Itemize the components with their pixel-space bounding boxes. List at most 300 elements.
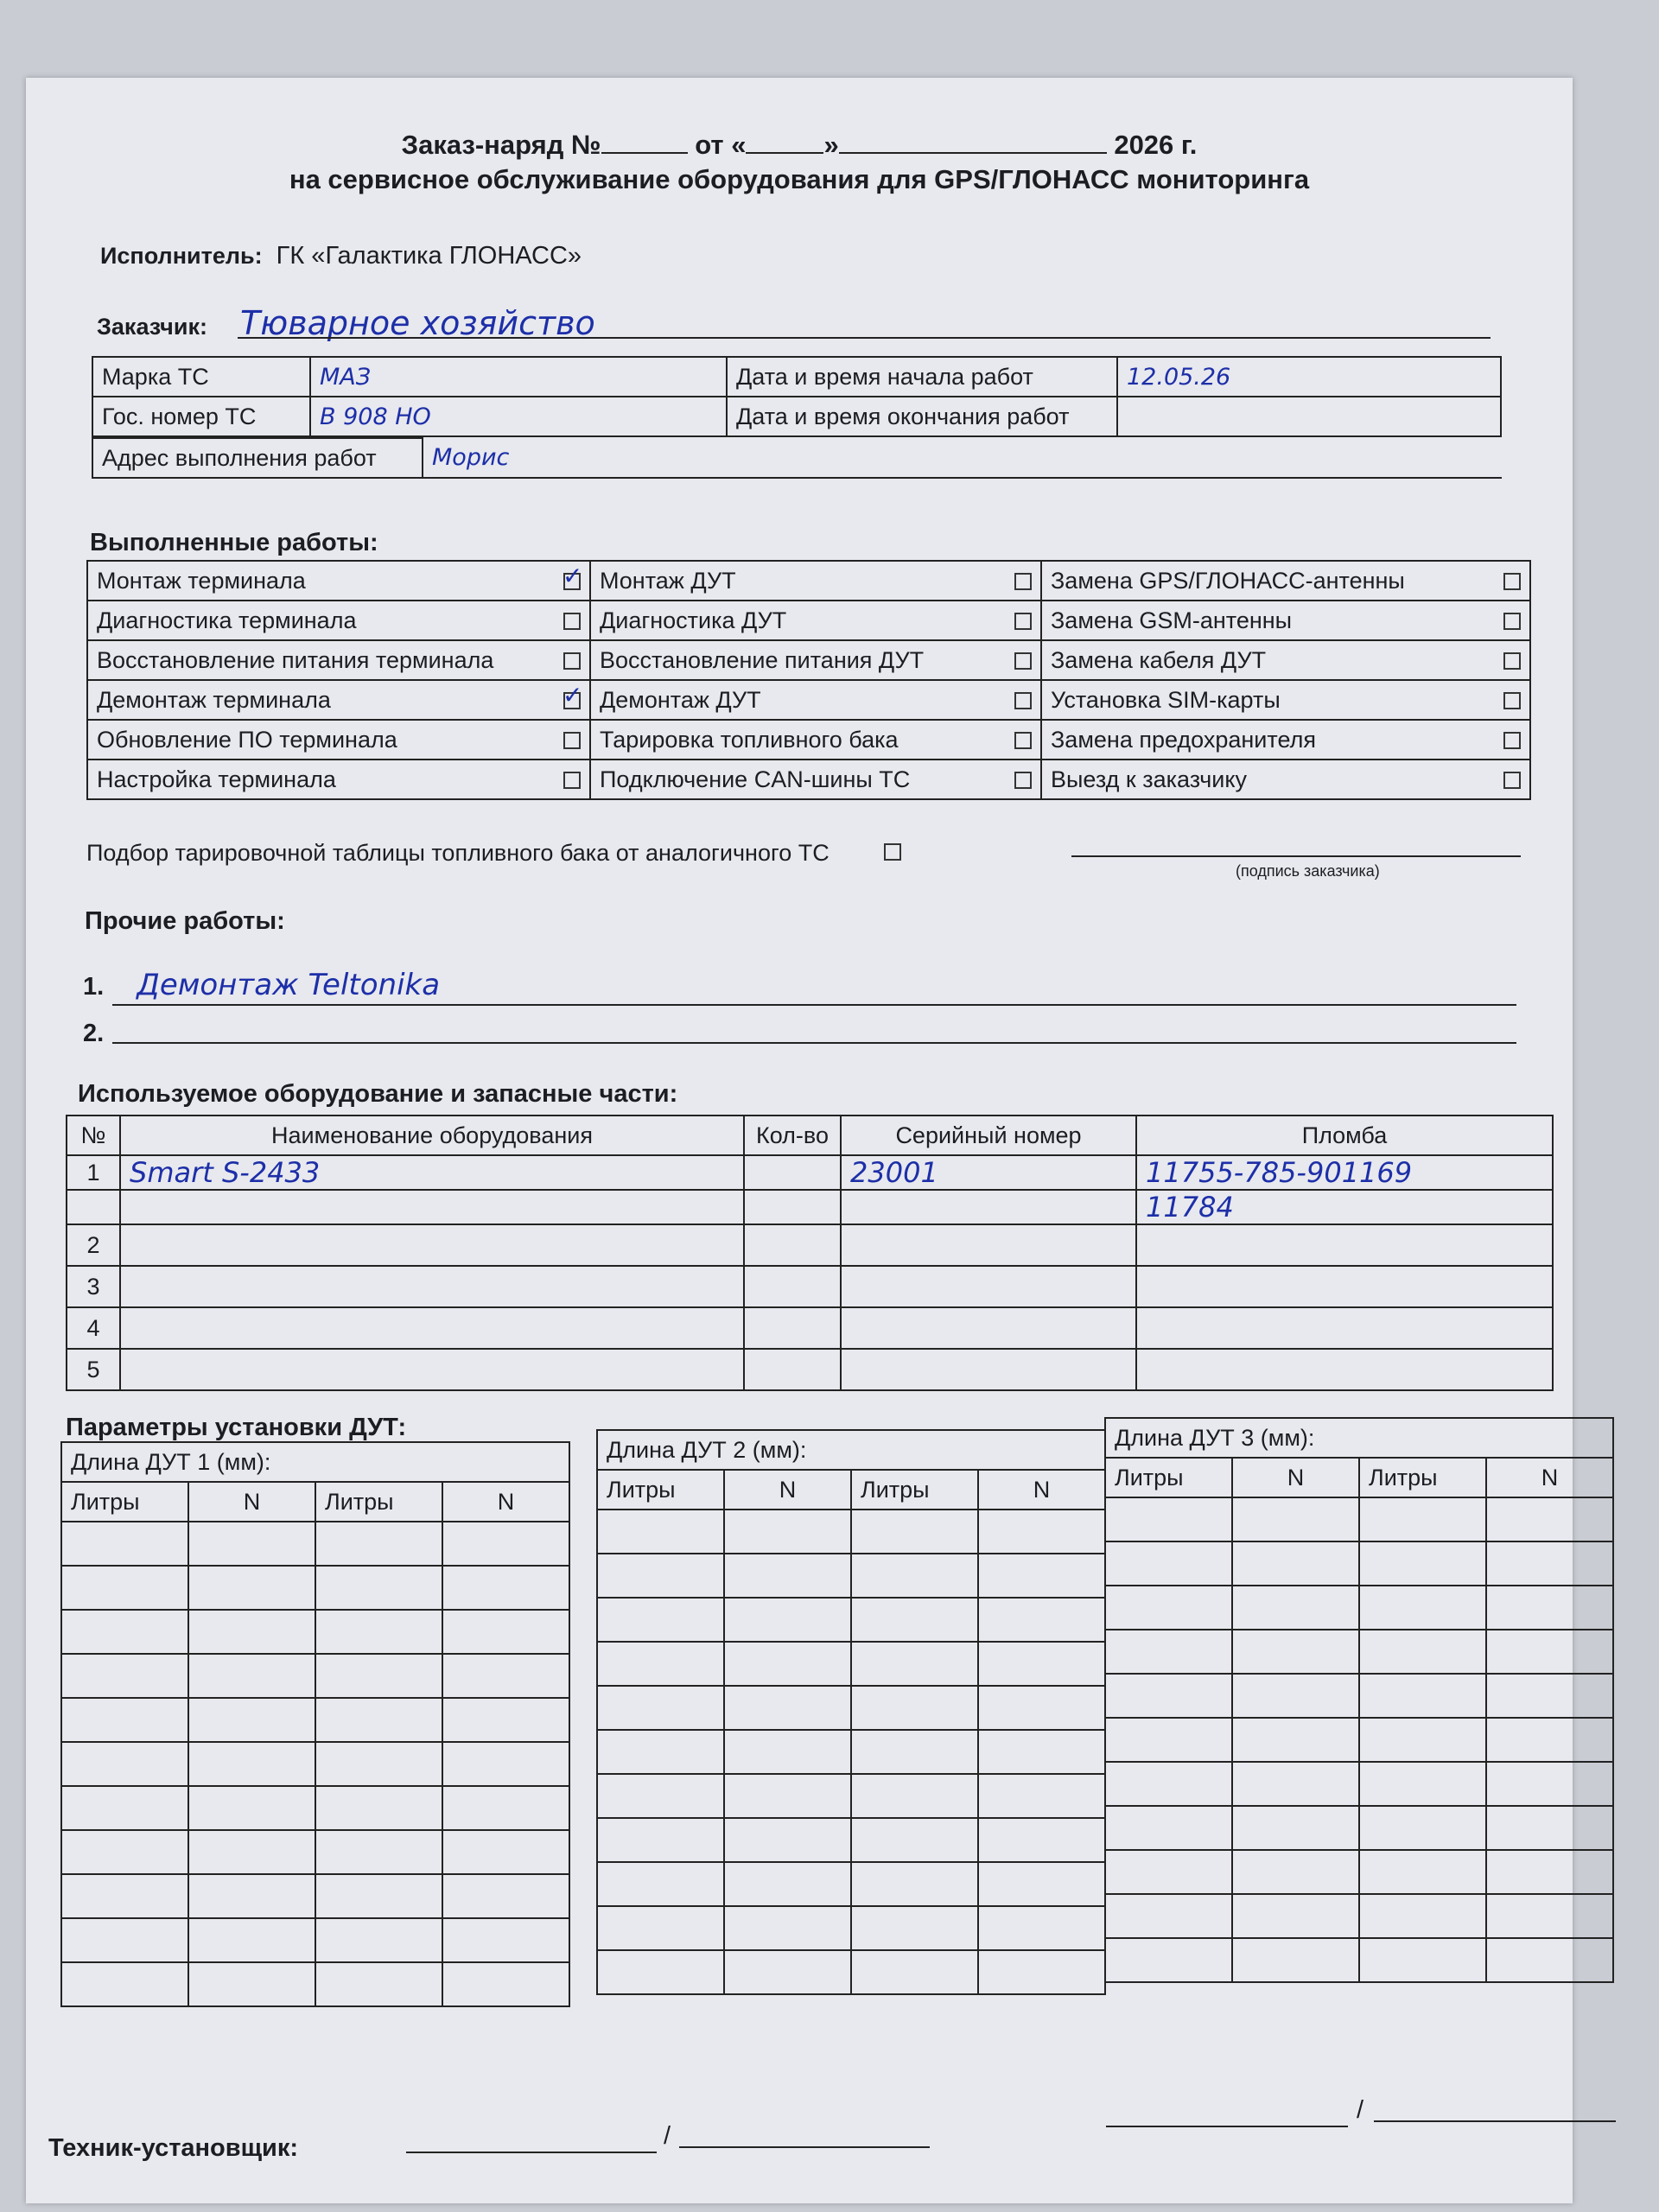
calibration-checkbox[interactable] <box>884 843 901 861</box>
dut-cell[interactable] <box>597 1554 724 1598</box>
dut-cell[interactable] <box>851 1642 978 1686</box>
work-item-checkbox[interactable] <box>563 772 581 789</box>
dut-cell[interactable] <box>1105 1894 1232 1938</box>
work-item-label: Установка SIM-карты <box>1051 686 1281 713</box>
dut-cell[interactable] <box>442 1742 569 1786</box>
work-item-checkbox[interactable] <box>1503 652 1521 670</box>
equipment-cell-name[interactable] <box>120 1266 744 1307</box>
work-item[interactable] <box>590 561 1041 601</box>
equipment-cell-serial[interactable] <box>841 1190 1136 1224</box>
dut-cell[interactable] <box>597 1774 724 1818</box>
dut-row <box>597 1730 1105 1774</box>
customer-value[interactable]: Тюварное хозяйство <box>240 304 595 342</box>
dut-col-header: Литры <box>1359 1458 1486 1497</box>
work-item-checkbox[interactable] <box>1503 772 1521 789</box>
dut-cell[interactable] <box>597 1510 724 1554</box>
dut-cell[interactable] <box>315 1610 442 1654</box>
work-item-checkbox[interactable] <box>563 732 581 749</box>
work-item[interactable] <box>1041 640 1530 680</box>
equipment-cell-qty[interactable] <box>744 1266 841 1307</box>
order-subtitle: на сервисное обслуживание оборудования для GPS/ГЛОНАСС мониторинга <box>289 164 1310 194</box>
dut-cell[interactable] <box>1232 1630 1359 1674</box>
order-day-blank[interactable] <box>746 126 823 154</box>
dut-cell[interactable] <box>978 1730 1105 1774</box>
dut-cell[interactable] <box>1232 1938 1359 1982</box>
dut-cell[interactable] <box>1232 1850 1359 1894</box>
dut-row <box>61 1918 569 1962</box>
works-row <box>87 561 1530 601</box>
dut-cell[interactable] <box>61 1522 188 1566</box>
check-mark-icon: ✓ <box>563 680 583 709</box>
dut-cell[interactable] <box>442 1874 569 1918</box>
equipment-table <box>66 1115 1554 1391</box>
equipment-cell-num <box>67 1190 120 1224</box>
other-work-1 <box>83 968 440 1002</box>
dut-cell[interactable] <box>315 1918 442 1962</box>
equipment-cell-qty[interactable] <box>744 1155 841 1190</box>
signature-caption: (подпись заказчика) <box>1236 862 1380 880</box>
start-value[interactable]: 12.05.26 <box>1117 357 1501 397</box>
dut-row <box>597 1642 1105 1686</box>
dut-cell[interactable] <box>61 1742 188 1786</box>
equipment-cell-seal[interactable] <box>1136 1307 1553 1349</box>
dut-cell[interactable] <box>61 1610 188 1654</box>
dut-cell[interactable] <box>1359 1762 1486 1806</box>
dut-cell[interactable] <box>315 1830 442 1874</box>
dut-cell[interactable] <box>978 1598 1105 1642</box>
work-item-label: Демонтаж терминала <box>97 686 331 713</box>
dut-cell[interactable] <box>1105 1938 1232 1982</box>
dut-title: Параметры установки ДУТ: <box>66 1414 407 1441</box>
customer-label: Заказчик: <box>97 314 207 340</box>
dut-cell[interactable] <box>597 1906 724 1950</box>
dut-row <box>61 1786 569 1830</box>
dut-cell[interactable] <box>315 1874 442 1918</box>
dut-cell[interactable] <box>724 1862 851 1906</box>
executor-row <box>100 242 582 270</box>
works-row <box>87 601 1530 640</box>
dut-cell[interactable] <box>1359 1674 1486 1718</box>
dut-row <box>1105 1674 1613 1718</box>
dut-cell[interactable] <box>315 1566 442 1610</box>
work-item-checkbox[interactable] <box>1503 613 1521 630</box>
equipment-cell-serial[interactable] <box>841 1307 1136 1349</box>
dut-col-header: N <box>442 1482 569 1522</box>
dut-cell[interactable] <box>978 1510 1105 1554</box>
work-item[interactable] <box>1041 680 1530 720</box>
dut-cell[interactable] <box>442 1786 569 1830</box>
dut-cell[interactable] <box>442 1654 569 1698</box>
equipment-cell-num: 5 <box>67 1349 120 1390</box>
order-year: 2026 г. <box>1114 130 1198 160</box>
equipment-cell-name[interactable] <box>120 1307 744 1349</box>
dut-cell[interactable] <box>597 1686 724 1730</box>
work-item[interactable] <box>590 680 1041 720</box>
dut-row <box>1105 1850 1613 1894</box>
other-work-1-value[interactable]: Демонтаж Teltonika <box>137 968 441 1002</box>
work-item[interactable] <box>590 601 1041 640</box>
dut-cell[interactable] <box>188 1522 315 1566</box>
dut-cell[interactable] <box>1359 1586 1486 1630</box>
dut-cell[interactable] <box>1232 1762 1359 1806</box>
dut-row <box>597 1510 1105 1554</box>
end-label: Дата и время окончания работ <box>727 397 1117 436</box>
dut-cell[interactable] <box>1486 1938 1613 1982</box>
dut-cell[interactable] <box>1232 1674 1359 1718</box>
work-item-label: Монтаж терминала <box>97 567 306 594</box>
dut-cell[interactable] <box>978 1906 1105 1950</box>
work-item-label: Обновление ПО терминала <box>97 726 397 753</box>
calibration-label: Подбор тарировочной таблицы топливного бака от аналогичного ТС <box>86 840 830 866</box>
address-table <box>92 437 1502 479</box>
dut-cell[interactable] <box>724 1598 851 1642</box>
dut-cell[interactable] <box>442 1610 569 1654</box>
dut-caption: Длина ДУТ 3 (мм): <box>1105 1418 1613 1458</box>
technician-signature-line[interactable] <box>679 2146 930 2148</box>
dut-row <box>1105 1718 1613 1762</box>
dut-cell[interactable] <box>1486 1850 1613 1894</box>
dut-row <box>1105 1541 1613 1586</box>
dut-cell[interactable] <box>851 1598 978 1642</box>
dut-cell[interactable] <box>724 1774 851 1818</box>
dut-cell[interactable] <box>724 1730 851 1774</box>
dut-cell[interactable] <box>442 1698 569 1742</box>
dut-cell[interactable] <box>315 1786 442 1830</box>
work-item-checkbox[interactable] <box>1014 772 1032 789</box>
work-item-label: Диагностика ДУТ <box>600 607 787 633</box>
dut-cell[interactable] <box>978 1642 1105 1686</box>
equipment-title: Используемое оборудование и запасные части: <box>78 1080 678 1108</box>
work-item-checkbox[interactable] <box>1014 613 1032 630</box>
dut-cell[interactable] <box>1232 1806 1359 1850</box>
works-table <box>86 560 1531 800</box>
other-work-2-line <box>112 1042 1516 1044</box>
dut-cell[interactable] <box>597 1642 724 1686</box>
address-label: Адрес выполнения работ <box>92 438 423 478</box>
dut-cell[interactable] <box>315 1742 442 1786</box>
work-item-label: Настройка терминала <box>97 766 336 792</box>
executor-label: Исполнитель: <box>100 243 263 269</box>
dut-cell[interactable] <box>1105 1718 1232 1762</box>
customer-sign-line[interactable] <box>1374 2120 1616 2122</box>
brand-value[interactable]: МАЗ <box>310 357 727 397</box>
other-work-1-line <box>112 1004 1516 1006</box>
work-item-checkbox[interactable] <box>1503 692 1521 709</box>
customer-signature-line[interactable] <box>1071 855 1521 857</box>
dut-cell[interactable] <box>1105 1541 1232 1586</box>
work-item-label: Замена GSM-антенны <box>1051 607 1293 633</box>
work-item[interactable] <box>590 720 1041 760</box>
equipment-cell-qty[interactable] <box>744 1190 841 1224</box>
dut-cell[interactable] <box>978 1818 1105 1862</box>
dut-cell[interactable] <box>315 1962 442 2006</box>
start-label: Дата и время начала работ <box>727 357 1117 397</box>
equipment-cell-seal[interactable] <box>1136 1266 1553 1307</box>
dut-cell[interactable] <box>724 1950 851 1994</box>
dut-row <box>61 1610 569 1654</box>
dut-cell[interactable] <box>724 1510 851 1554</box>
dut-cell[interactable] <box>61 1962 188 2006</box>
dut-row <box>597 1818 1105 1862</box>
dut-cell[interactable] <box>1359 1630 1486 1674</box>
work-item-checkbox[interactable] <box>563 652 581 670</box>
dut-cell[interactable] <box>188 1610 315 1654</box>
dut-cell[interactable] <box>1359 1938 1486 1982</box>
dut-row <box>61 1698 569 1742</box>
equipment-cell-name[interactable] <box>120 1224 744 1266</box>
work-item-checkbox[interactable] <box>563 680 583 709</box>
dut-cell[interactable] <box>442 1918 569 1962</box>
equipment-row <box>67 1349 1553 1390</box>
dut-cell[interactable] <box>851 1554 978 1598</box>
dut-col-header: Литры <box>851 1470 978 1510</box>
dut-cell[interactable] <box>442 1566 569 1610</box>
equipment-cell-qty[interactable] <box>744 1307 841 1349</box>
dut-cell[interactable] <box>1359 1850 1486 1894</box>
dut-col-header: N <box>1232 1458 1359 1497</box>
equipment-header-num: № <box>67 1116 120 1155</box>
dut-cell[interactable] <box>188 1962 315 2006</box>
equipment-row <box>67 1224 1553 1266</box>
technician-name-line[interactable] <box>406 2152 657 2153</box>
dut-cell[interactable] <box>1105 1850 1232 1894</box>
work-item[interactable] <box>590 640 1041 680</box>
dut-cell[interactable] <box>1232 1894 1359 1938</box>
dut-row <box>61 1742 569 1786</box>
work-item-checkbox[interactable] <box>563 561 583 590</box>
end-value[interactable] <box>1117 397 1501 436</box>
order-number-label: Заказ-наряд № <box>401 130 601 160</box>
equipment-header-name: Наименование оборудования <box>120 1116 744 1155</box>
dut-cell[interactable] <box>1105 1497 1232 1541</box>
work-item[interactable] <box>1041 601 1530 640</box>
dut-cell[interactable] <box>188 1566 315 1610</box>
dut-cell[interactable] <box>188 1698 315 1742</box>
dut-row <box>597 1598 1105 1642</box>
plate-value[interactable]: В 908 НО <box>310 397 727 436</box>
dut-cell[interactable] <box>1105 1674 1232 1718</box>
work-item[interactable] <box>590 760 1041 799</box>
dut-cell[interactable] <box>724 1686 851 1730</box>
dut-row <box>1105 1894 1613 1938</box>
work-item[interactable] <box>87 680 590 720</box>
dut-caption: Длина ДУТ 1 (мм): <box>61 1442 569 1482</box>
dut-cell[interactable] <box>724 1554 851 1598</box>
dut-row <box>597 1686 1105 1730</box>
dut-cell[interactable] <box>1232 1497 1359 1541</box>
dut-cell[interactable] <box>1105 1806 1232 1850</box>
dut-row <box>597 1950 1105 1994</box>
vehicle-table <box>92 356 1502 437</box>
work-item[interactable] <box>87 720 590 760</box>
dut-cell[interactable] <box>1359 1806 1486 1850</box>
dut-cell[interactable] <box>1105 1630 1232 1674</box>
dut-cell[interactable] <box>851 1774 978 1818</box>
equipment-cell-serial[interactable] <box>841 1349 1136 1390</box>
equipment-cell-qty[interactable] <box>744 1349 841 1390</box>
work-item-checkbox[interactable] <box>1014 573 1032 590</box>
dut-cell[interactable] <box>597 1862 724 1906</box>
dut-cell[interactable] <box>61 1874 188 1918</box>
work-item-label: Замена GPS/ГЛОНАСС-антенны <box>1051 567 1405 594</box>
dut-cell[interactable] <box>442 1522 569 1566</box>
customer-underline <box>238 337 1491 339</box>
dut-cell[interactable] <box>1232 1718 1359 1762</box>
equipment-header-serial: Серийный номер <box>841 1116 1136 1155</box>
other-work-2-num: 2. <box>83 1020 105 1047</box>
work-item-label: Выезд к заказчику <box>1051 766 1247 792</box>
other-work-2 <box>83 1018 104 1048</box>
dut-cell[interactable] <box>188 1786 315 1830</box>
dut-cell[interactable] <box>188 1742 315 1786</box>
dut-row <box>61 1654 569 1698</box>
dut-cell[interactable] <box>61 1830 188 1874</box>
work-item[interactable] <box>1041 561 1530 601</box>
dut-col-header: N <box>978 1470 1105 1510</box>
equipment-cell-name[interactable] <box>120 1190 744 1224</box>
dut-cell[interactable] <box>442 1830 569 1874</box>
equipment-cell-serial[interactable]: 23001 <box>841 1155 1136 1190</box>
equipment-cell-num: 1 <box>67 1155 120 1190</box>
dut-cell[interactable] <box>1486 1762 1613 1806</box>
dut-row <box>597 1554 1105 1598</box>
dut-cell[interactable] <box>597 1730 724 1774</box>
work-item[interactable] <box>87 640 590 680</box>
dut-cell[interactable] <box>724 1818 851 1862</box>
dut-cell[interactable] <box>315 1522 442 1566</box>
dut-cell[interactable] <box>851 1906 978 1950</box>
equipment-cell-name[interactable] <box>120 1349 744 1390</box>
technician-separator: / <box>664 2122 671 2150</box>
dut-cell[interactable] <box>1359 1894 1486 1938</box>
work-item[interactable] <box>87 601 590 640</box>
dut-cell[interactable] <box>1486 1894 1613 1938</box>
dut-cell[interactable] <box>1359 1718 1486 1762</box>
works-row <box>87 720 1530 760</box>
work-item-label: Диагностика терминала <box>97 607 357 633</box>
dut-row <box>61 1566 569 1610</box>
work-item-checkbox[interactable] <box>563 613 581 630</box>
works-row <box>87 680 1530 720</box>
dut-cell[interactable] <box>1486 1718 1613 1762</box>
equipment-cell-name[interactable]: Smart S-2433 <box>120 1155 744 1190</box>
work-item-checkbox[interactable] <box>1014 692 1032 709</box>
dut-col-header: N <box>724 1470 851 1510</box>
order-title <box>26 126 1573 161</box>
dut-cell[interactable] <box>188 1918 315 1962</box>
work-item[interactable] <box>1041 720 1530 760</box>
dut-caption: Длина ДУТ 2 (мм): <box>597 1430 1105 1470</box>
dut-row <box>597 1862 1105 1906</box>
dut-cell[interactable] <box>315 1698 442 1742</box>
dut-cell[interactable] <box>851 1510 978 1554</box>
plate-label: Гос. номер ТС <box>92 397 310 436</box>
dut-cell[interactable] <box>1232 1586 1359 1630</box>
dut-cell[interactable] <box>851 1862 978 1906</box>
dut-cell[interactable] <box>188 1874 315 1918</box>
dut-cell[interactable] <box>1486 1541 1613 1586</box>
work-item[interactable] <box>87 561 590 601</box>
dut-col-header: N <box>188 1482 315 1522</box>
dut-cell[interactable] <box>597 1598 724 1642</box>
dut-cell[interactable] <box>1105 1586 1232 1630</box>
equipment-cell-seal[interactable] <box>1136 1224 1553 1266</box>
dut-table-2 <box>596 1429 1106 1995</box>
work-item[interactable] <box>1041 760 1530 799</box>
equipment-cell-seal[interactable]: 11784 <box>1136 1190 1553 1224</box>
dut-cell[interactable] <box>1486 1630 1613 1674</box>
dut-row <box>61 1830 569 1874</box>
equipment-cell-num: 4 <box>67 1307 120 1349</box>
dut-cell[interactable] <box>1486 1586 1613 1630</box>
dut-cell[interactable] <box>315 1654 442 1698</box>
equipment-cell-serial[interactable] <box>841 1224 1136 1266</box>
equipment-header-qty: Кол-во <box>744 1116 841 1155</box>
dut-cell[interactable] <box>1105 1762 1232 1806</box>
dut-cell[interactable] <box>1232 1541 1359 1586</box>
dut-cell[interactable] <box>61 1566 188 1610</box>
equipment-cell-num: 3 <box>67 1266 120 1307</box>
dut-cell[interactable] <box>61 1654 188 1698</box>
work-item-label: Демонтаж ДУТ <box>600 686 761 713</box>
dut-cell[interactable] <box>597 1818 724 1862</box>
dut-row <box>61 1874 569 1918</box>
dut-cell[interactable] <box>851 1818 978 1862</box>
equipment-cell-serial[interactable] <box>841 1266 1136 1307</box>
dut-cell[interactable] <box>1359 1541 1486 1586</box>
dut-cell[interactable] <box>188 1654 315 1698</box>
dut-cell[interactable] <box>1486 1674 1613 1718</box>
dut-cell[interactable] <box>1486 1497 1613 1541</box>
order-number-blank[interactable] <box>601 126 688 154</box>
dut-cell[interactable] <box>724 1642 851 1686</box>
dut-row <box>1105 1938 1613 1982</box>
dut-cell[interactable] <box>851 1730 978 1774</box>
dut-cell[interactable] <box>978 1774 1105 1818</box>
dut-col-header: Литры <box>1105 1458 1232 1497</box>
dut-row <box>597 1774 1105 1818</box>
dut-cell[interactable] <box>978 1950 1105 1994</box>
dut-cell[interactable] <box>597 1950 724 1994</box>
dut-cell[interactable] <box>442 1962 569 2006</box>
equipment-cell-qty[interactable] <box>744 1224 841 1266</box>
dut-cell[interactable] <box>724 1906 851 1950</box>
order-month-blank[interactable] <box>839 126 1107 154</box>
customer-name-line[interactable] <box>1106 2126 1348 2127</box>
work-item-checkbox[interactable] <box>1503 573 1521 590</box>
work-item-checkbox[interactable] <box>1014 652 1032 670</box>
dut-cell[interactable] <box>978 1554 1105 1598</box>
equipment-cell-seal[interactable] <box>1136 1349 1553 1390</box>
dut-cell[interactable] <box>978 1686 1105 1730</box>
dut-cell[interactable] <box>978 1862 1105 1906</box>
other-work-1-num: 1. <box>83 973 105 1001</box>
dut-cell[interactable] <box>188 1830 315 1874</box>
work-item-checkbox[interactable] <box>1503 732 1521 749</box>
equipment-cell-seal[interactable]: 11755-785-901169 <box>1136 1155 1553 1190</box>
dut-cell[interactable] <box>851 1950 978 1994</box>
dut-cell[interactable] <box>1486 1806 1613 1850</box>
dut-cell[interactable] <box>61 1786 188 1830</box>
dut-cell[interactable] <box>61 1918 188 1962</box>
address-value[interactable]: Морис <box>423 438 1502 478</box>
work-item[interactable] <box>87 760 590 799</box>
work-item-checkbox[interactable] <box>1014 732 1032 749</box>
dut-cell[interactable] <box>851 1686 978 1730</box>
dut-cell[interactable] <box>61 1698 188 1742</box>
dut-cell[interactable] <box>1359 1497 1486 1541</box>
calibration-row <box>86 838 901 867</box>
